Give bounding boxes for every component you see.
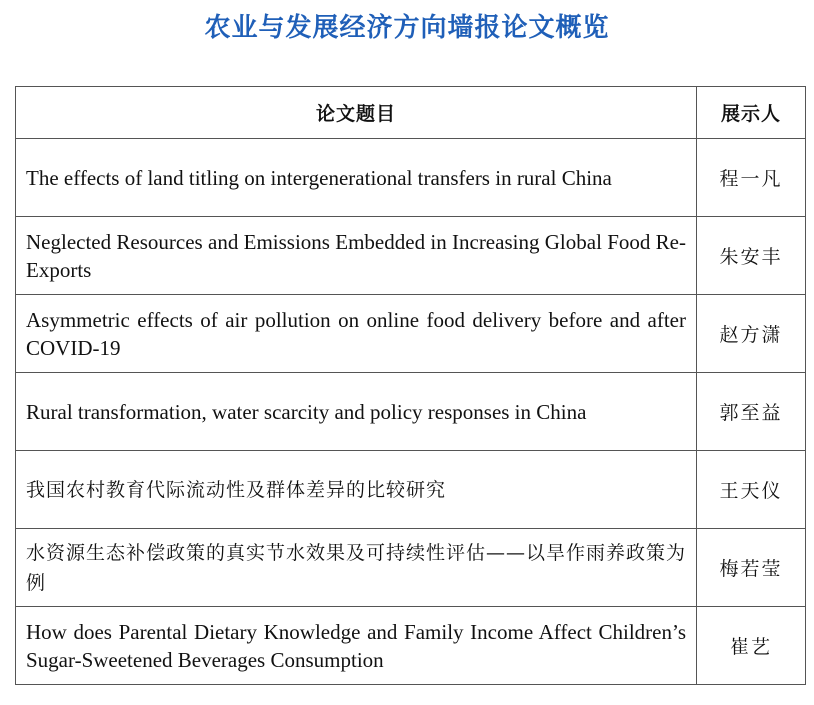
table-row (16, 373, 806, 451)
table-row (16, 607, 806, 685)
presenter-name: 梅若莹 (697, 529, 806, 607)
presenter-name: 赵方潇 (697, 295, 806, 373)
paper-title: The effects of land titling on intergenerational transfers in rural China (16, 139, 697, 217)
table-row (16, 451, 806, 529)
presenter-name: 崔艺 (697, 607, 806, 685)
papers-table (15, 86, 806, 685)
table-header-row (16, 87, 806, 139)
table-row (16, 295, 806, 373)
paper-title: 我国农村教育代际流动性及群体差异的比较研究 (16, 451, 697, 529)
paper-title: Rural transformation, water scarcity and policy responses in China (16, 373, 697, 451)
table-row (16, 217, 806, 295)
table-row (16, 139, 806, 217)
paper-title: Asymmetric effects of air pollution on online food delivery before and after COVID-19 (16, 295, 697, 373)
column-header-presenter: 展示人 (697, 87, 806, 139)
table-row (16, 529, 806, 607)
paper-title: How does Parental Dietary Knowledge and Family Income Affect Children’s Sugar-Sweetened Beverages Consumption (16, 607, 697, 685)
paper-title: Neglected Resources and Emissions Embedded in Increasing Global Food Re-Exports (16, 217, 697, 295)
presenter-name: 程一凡 (697, 139, 806, 217)
column-header-title: 论文题目 (16, 87, 697, 139)
presenter-name: 朱安丰 (697, 217, 806, 295)
paper-title: 水资源生态补偿政策的真实节水效果及可持续性评估——以旱作雨养政策为例 (16, 529, 697, 607)
presenter-name: 王天仪 (697, 451, 806, 529)
page-title: 农业与发展经济方向墙报论文概览 (204, 13, 610, 43)
presenter-name: 郭至益 (697, 373, 806, 451)
